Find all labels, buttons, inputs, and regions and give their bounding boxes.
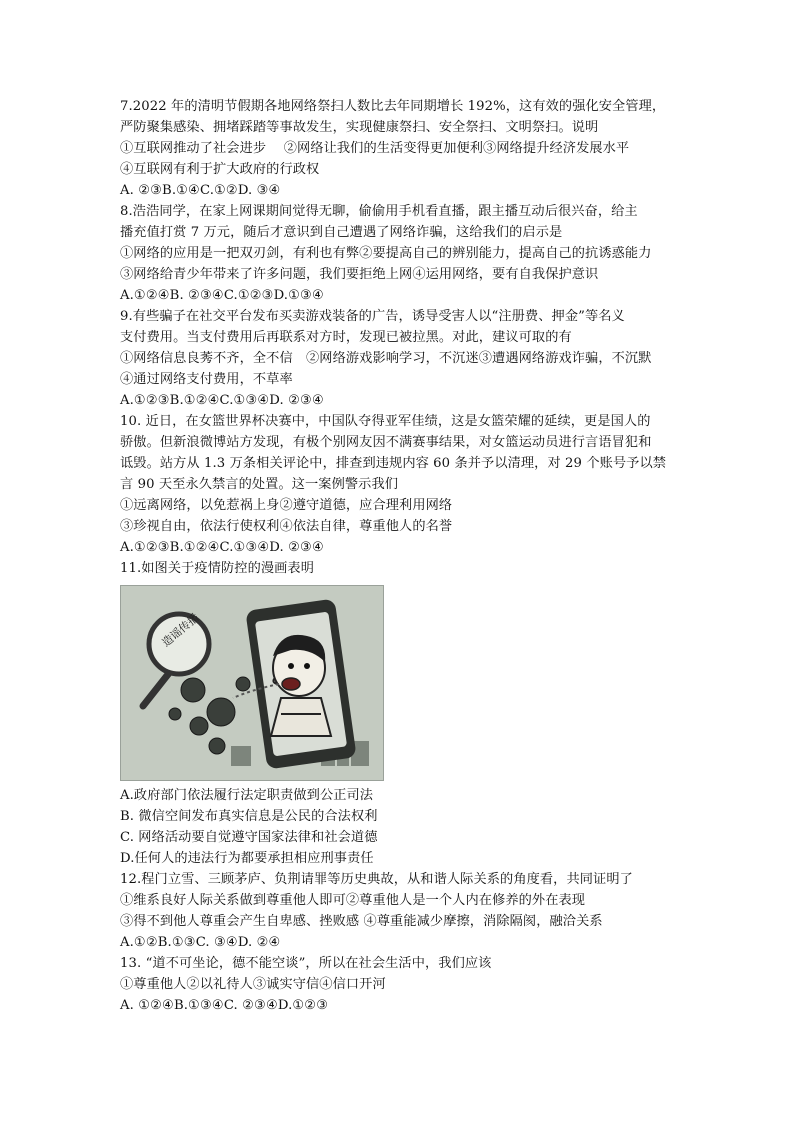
exam-page (120, 96, 680, 1016)
q11-option-c: C. 网络活动要自觉遵守国家法律和社会道德 (120, 830, 378, 845)
q7-line: 7.2022 年的清明节假期各地网络祭扫人数比去年同期增长 192%，这有效的强化安全管理， (120, 99, 666, 114)
q10-line: ①远离网络，以免惹祸上身②遵守道德，应合理利用网络 (120, 498, 453, 513)
q8-line: ③网络给青少年带来了许多问题，我们要拒绝上网④运用网络，要有自我保护意识 (120, 267, 599, 282)
q10-line: 言 90 天至永久禁言的处置。这一案例警示我们 (120, 477, 399, 492)
q13-answer-options: A. ①②④B.①③④C. ②③④D.①②③ (120, 998, 329, 1013)
q8-line: 播充值打赏 7 万元，随后才意识到自己遭遇了网络诈骗，这给我们的启示是 (120, 225, 563, 240)
q11-option-a: A.政府部门依法履行法定职责做到公正司法 (120, 788, 374, 803)
q9-line: 9.有些骗子在社交平台发布买卖游戏装备的广告，诱导受害人以“注册费、押金”等名义 (120, 309, 625, 324)
question-7 (120, 96, 680, 201)
q12-answer-options: A.①②B.①③C. ③④D. ②④ (120, 935, 281, 950)
q10-answer-options: A.①②③B.①②④C.①③④D. ②③④ (120, 540, 324, 555)
q8-answer-options: A.①②④B. ②③④C.①②③D.①③④ (120, 288, 324, 303)
q10-line: 诋毁。站方从 1.3 万条相关评论中，排查到违规内容 60 条并予以清理，对 29 个账号予以禁 (120, 456, 667, 471)
question-12 (120, 869, 680, 953)
q10-line: 骄傲。但新浪微博站方发现，有极个别网友因不满赛事结果，对女篮运动员进行言语冒犯和 (120, 435, 652, 450)
cartoon-caption: 造谣传播 (159, 611, 202, 650)
q9-line: ④通过网络支付费用，不草率 (120, 372, 293, 387)
q12-line: ③得不到他人尊重会产生自卑感、挫败感 ④尊重能减少摩擦，消除隔阂，融洽关系 (120, 914, 603, 929)
q13-line: ①尊重他人②以礼待人③诚实守信④信口开河 (120, 977, 386, 992)
q13-line: 13. “道不可坐论，德不能空谈”，所以在社会生活中，我们应该 (120, 956, 492, 971)
q12-line: 12.程门立雪、三顾茅庐、负荆请罪等历史典故，从和谐人际关系的角度看，共同证明了 (120, 872, 633, 887)
q7-line: 严防聚集感染、拥堵踩踏等事故发生，实现健康祭扫、安全祭扫、文明祭扫。说明 (120, 120, 599, 135)
question-8 (120, 201, 680, 306)
question-11 (120, 558, 680, 869)
q7-answer-options: A. ②③B.①④C.①②D. ③④ (120, 183, 281, 198)
q8-line: 8.浩浩同学，在家上网课期间觉得无聊，偷偷用手机看直播，跟主播互动后很兴奋，给主 (120, 204, 638, 219)
question-10 (120, 411, 680, 558)
q10-line: ③珍视自由，依法行使权利④依法自律，尊重他人的名誉 (120, 519, 453, 534)
q12-line: ①维系良好人际关系做到尊重他人即可②尊重他人是一个人内在修养的外在表现 (120, 893, 586, 908)
q9-line: ①网络信息良莠不齐，全不信 ②网络游戏影响学习，不沉迷③遭遇网络游戏诈骗，不沉默 (120, 351, 652, 366)
q11-option-b: B. 微信空间发布真实信息是公民的合法权利 (120, 809, 378, 824)
q8-line: ①网络的应用是一把双刃剑，有利也有弊②要提高自己的辨别能力，提高自己的抗诱惑能力 (120, 246, 652, 261)
q11-stem: 11.如图关于疫情防控的漫画表明 (120, 561, 315, 576)
cartoon-drawing (121, 586, 383, 780)
q11-option-d: D.任何人的违法行为都要承担相应刑事责任 (120, 851, 374, 866)
question-9 (120, 306, 680, 411)
q9-line: 支付费用。当支付费用后再联系对方时，发现已被拉黑。对此，建议可取的有 (120, 330, 572, 345)
q9-answer-options: A.①②③B.①②④C.①③④D. ②③④ (120, 393, 324, 408)
q7-line: ④互联网有利于扩大政府的行政权 (120, 162, 320, 177)
q7-line: ①互联网推动了社会进步 ②网络让我们的生活变得更加便利③网络提升经济发展水平 (120, 141, 630, 156)
q10-line: 10. 近日，在女篮世界杯决赛中，中国队夺得亚军佳绩，这是女篮荣耀的延续，更是国人的 (120, 414, 651, 429)
epidemic-cartoon-image (120, 585, 384, 781)
question-13 (120, 953, 680, 1016)
